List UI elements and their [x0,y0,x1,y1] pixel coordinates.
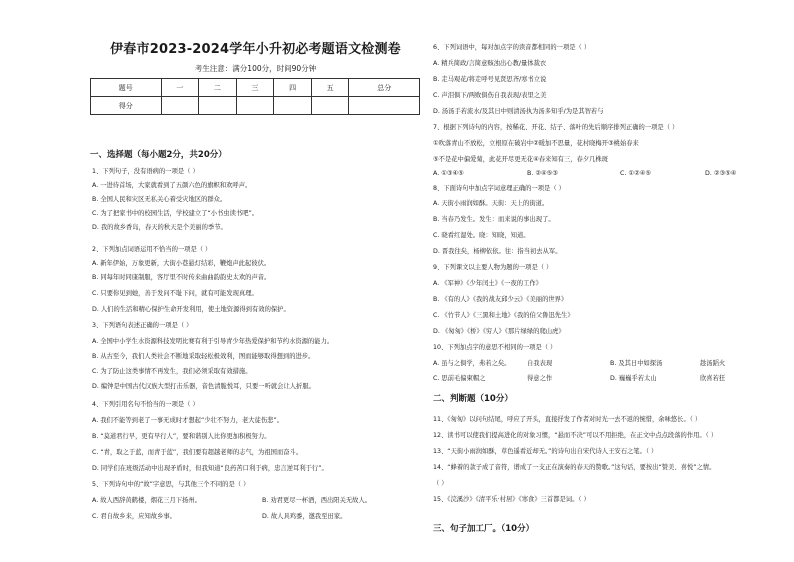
question-line: 3、下列语句表述正确的一项是（ ） [92,322,193,329]
question-line: （ ） [433,480,448,487]
question-line: D. 汤汤手若流水/及其日中则清汤执为汤多知乎/为是其智若与 [433,108,604,115]
score-table [90,78,420,115]
answer-option: A. 虽与之俱学，弗若之矣。 [433,360,511,367]
question-line: B. 同每年时同康制服，客厅里不时传来曲曲韵韵史太欢的声音。 [92,274,271,281]
question-line: D. 我的故乡香岛，春天的秋天是个美丽的季节。 [92,224,227,231]
question-line: 10、下列加点字的意思不相同的一项是（ ） [433,344,557,351]
answer-option: B. ②④⑤③ [527,170,558,177]
question-line: B. 走马观花/将走呼号见贤思齐/寒书立说 [433,76,547,83]
score-cell [199,97,237,115]
score-table-header: 一 [161,79,199,97]
score-table-header: 题号 [91,79,162,97]
question-line: C. 为了把家书中的校园生活，学校建立了“小书虫读书吧”。 [92,210,259,217]
answer-option: A. ①③④⑤ [433,170,464,177]
score-cell [236,97,274,115]
answer-option: 欣喜若狂 [700,375,726,382]
score-table-header: 四 [274,79,312,97]
question-line: C. “青，取之于蓝，而青于蓝”，我们要有超越老师的志气，为祖国而奋斗。 [92,449,303,456]
answer-option: D. 故人具鸡黍，邀我至田家。 [262,513,347,520]
score-table-header: 三 [236,79,274,97]
answer-option: D. ②③⑤④ [705,170,737,177]
question-line: 2、下列加点词语运用不恰当的一项是（ ） [92,246,212,253]
score-table-header: 五 [311,79,349,97]
answer-option: C. ①②④⑤ [620,170,651,177]
question-line: 11、《匆匆》以问句结尾，呼应了开头，直接抒发了作者对时光一去不返的惋惜，余味悠长。（ ） [433,416,702,423]
question-line: A. 《军神》《少年闰土》《一夜的工作》 [433,280,542,287]
question-line: 9、下列课文以主要人物为题的一项是（ ） [433,264,553,271]
question-line: C. 为了防止这类事情不再发生，我们必须采取有效措施。 [92,368,252,375]
question-line: ①吹落青山不放松，立根原在破岩中②暖加不思量，花村晓梅开③桃始春来 [433,140,639,147]
question-line: 15、《浣溪沙》《清平乐·村居》《寒食》三首都是词。（ ） [433,496,590,503]
question-line: 13、“天街小雨润如酥，草色遥看近却无。”的诗句出自宋代诗人王安石之笔。（ ） [433,448,658,455]
question-line: B. 当春乃发生。发生：而来说的事出现了。 [433,216,555,223]
answer-option: 自我表现 [527,360,553,367]
question-line: ⑤不是花中偏爱菊，此花开尽更无花④春来知有三，春夕几株斑 [433,156,609,163]
question-line: D. 人们的生活和精心保护生命开发利用，使土地资源得到有效的保护。 [92,306,290,313]
score-table-score-row [91,97,420,115]
section-heading-choice: 一、选择题（每小题2分，共20分） [90,150,227,160]
score-cell [349,97,420,115]
question-line: 12、读书可以使我们提高进化的对象习惯，“悬而不决”可以不用拒绝，在正文中点点段落的作用。（ ） [433,432,718,439]
question-line: D. 同学们在班级活动中出现矛盾时，但我知道“良药苦口利于病，忠言逆耳利于行”。 [92,465,328,472]
question-line: C. 《竹节人》《三黑和土地》《我的伯父鲁迅先生》 [433,312,574,319]
question-line: D. 《匆匆》《桥》《穷人》《那片绿绿的爬山虎》 [433,328,565,335]
question-line: 7、根据下列诗句的内容，按稀花、开花、结子、落叶的先后顺序排列正确的一项是（ ） [433,124,679,131]
exam-notice: 考生注意：满分100分，时间90分钟 [194,64,317,73]
section-heading-sentence: 三、句子加工厂。（10分） [433,524,535,534]
question-line: 5、下列诗句中的“故”字意思，与其他三个不同的是（ ） [92,481,250,488]
score-table-header-row [91,79,420,97]
score-row-label: 得分 [91,97,162,115]
score-cell [274,97,312,115]
answer-option: 趁汤蹈火 [700,360,726,367]
score-table-header: 二 [199,79,237,97]
section-heading-judge: 二、判断题（10分） [433,394,513,404]
question-line: 8、下面诗句中加点字词意理正确的一项是（ ） [433,185,565,192]
question-line: 1、下列句子，没有语病的一项是（ ） [92,168,199,175]
answer-option: 得意之作 [527,375,553,382]
answer-option: C. 君自故乡来，应知故乡事。 [92,513,176,520]
question-line: 6、下列词语中，每对加点字的读音都相同的一项是（ ） [433,44,591,51]
question-line: C. 只要你见到她，善于发问不耻下问，就有可能发现真理。 [92,290,258,297]
answer-option: B. 劝君更尽一杯酒，西出阳关无故人。 [262,497,372,504]
answer-option: D. 巍巍乎若太山 [610,375,657,382]
question-line: B. 《有的人》《我的战友邱少云》《美丽的世界》 [433,296,568,303]
score-cell [161,97,199,115]
question-line: D. 晋我往矣，杨柳依依。往：指当初去从军。 [433,248,562,255]
answer-option: B. 及其日中如探汤 [610,360,663,367]
question-line: C. 晓看红湿处。晓：知晓，知道。 [433,232,530,239]
question-line: C. 声泪俱下/两败俱伤自我表现/表里之美 [433,92,547,99]
question-line: B. 全国人民和灾区无私关心着受灾地区的群众。 [92,196,227,203]
question-line: A. 精兵简政/言简意赅浊出心教/量体裁衣 [433,60,547,67]
answer-option: C. 思前毛偏柬帽之 [433,375,486,382]
answer-option: A. 故人西辞黄鹤楼，烟花三月下扬州。 [92,497,201,504]
question-line: A. 全国中小学生水资源科技发明比赛有利于引导青少年热爱保护和节约水资源的能力。 [92,338,334,345]
question-line: A. 新年伊始，万象更新，大街小巷悬灯结彩，鞭炮声此起彼伏。 [92,260,271,267]
exam-title: 伊春市2023-2024学年小升初必考题语文检测卷 [110,42,401,57]
question-line: A. 天街小雨润如酥。天街：天上的街道。 [433,200,549,207]
question-line: B. “莫道君行早，更有早行人”，要和谐别人比你更加积极努力。 [92,433,271,440]
score-table-header: 总分 [349,79,420,97]
question-line: A. 我们不能等到老了一事无成时才想起“少壮不努力，老大徒伤悲”。 [92,417,284,424]
score-cell [311,97,349,115]
question-line: B. 从古至今，我们人类社会不断地采取轻松极效利，图而能够取得想到的进步。 [92,353,315,360]
question-line: 14、“蜂着的款子成了音符，谱成了一支正在演奏的春天的赞歌。”这句话，要按出“赞美、喜悦”之情。 [433,464,716,471]
question-line: A. 一进待首场，大家就看到了五颜六色的旗帜和欢呼声。 [92,182,252,189]
question-line: D. 编钟是中国古代汉族大型打击乐器，音色清脆悦耳，只要一听就会让人折服。 [92,383,315,390]
question-line: 4、下列引用名句不恰当的一项是（ ） [92,401,199,408]
